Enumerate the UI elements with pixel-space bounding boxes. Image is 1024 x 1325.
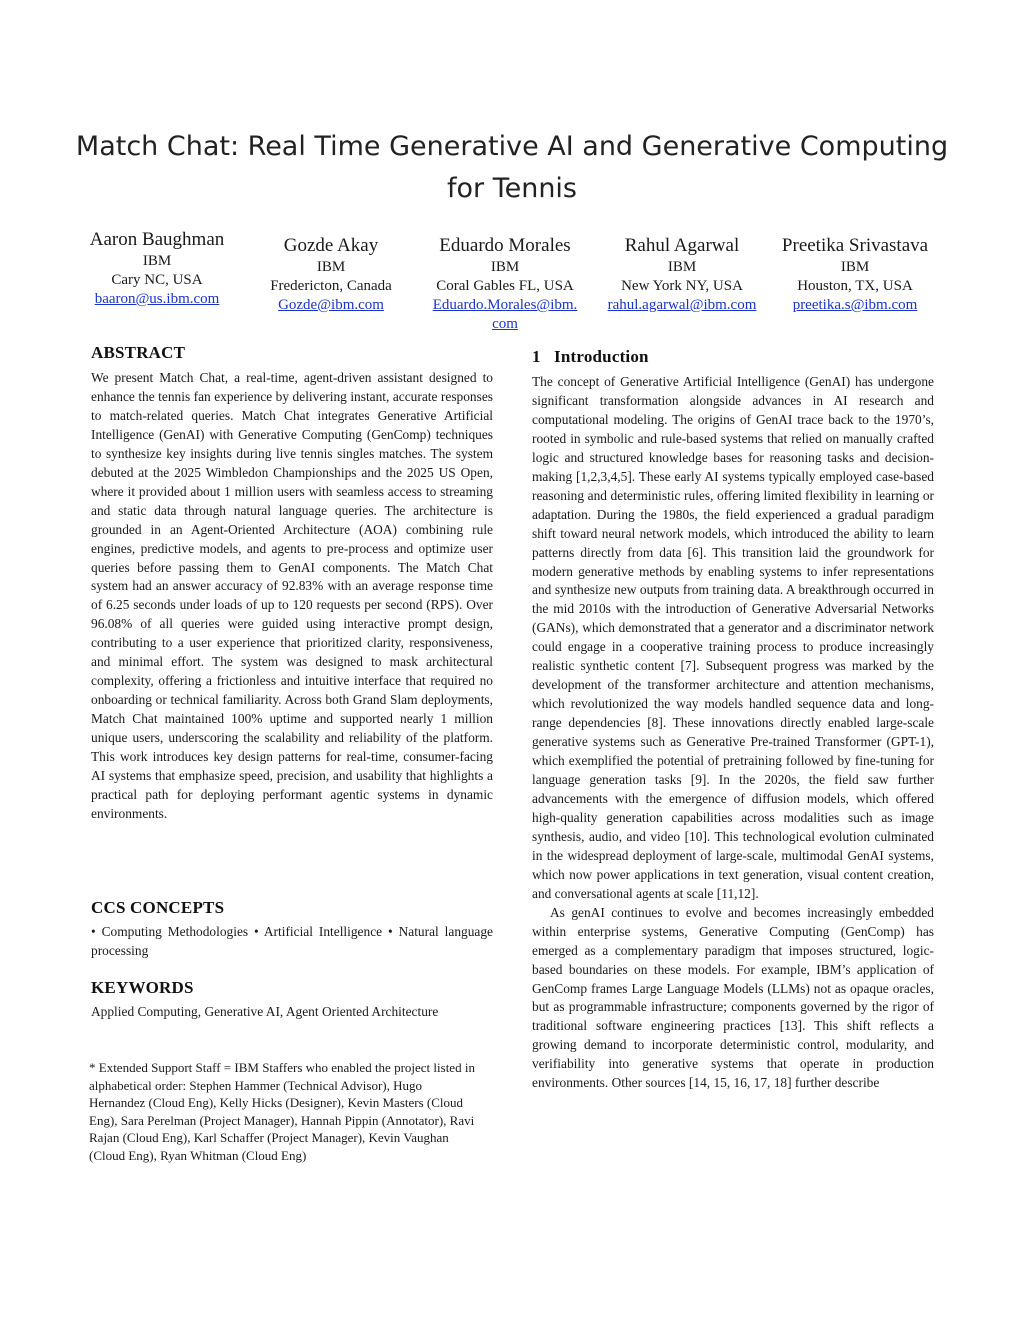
author-block [597, 234, 767, 315]
ccs-section [91, 898, 493, 961]
author-name: Rahul Agarwal [624, 235, 740, 256]
abstract-heading: ABSTRACT [91, 343, 186, 362]
author-email-link[interactable]: baaron@us.ibm.com [94, 291, 220, 307]
author-email-link[interactable]: Eduardo.Morales@ibm.com [432, 297, 578, 332]
author-name: Preetika Srivastava [781, 235, 929, 256]
author-affiliation: IBM [490, 259, 520, 275]
introduction-paragraph: As genAI continues to evolve and becomes increasingly embedded within enterprise systems, Generative Computing (GenComp) has emerged as a complementary paradigm that imposes structured, logic-based boundaries on these models. For example, IBM’s application of GenComp frames Large Language Models (LLMs) not as opaque oracles, but as programmable infrastructure; components governed by the rigor of traditional software engineering practices [13]. This shift reflects a growing demand to incorporate deterministic control, modularity, and verifiability into generative systems that operate in production environments. Other sources [14, 15, 16, 17, 18] further describe [532, 904, 934, 1091]
keywords-text: Applied Computing, Generative AI, Agent Oriented Architecture [91, 1004, 439, 1019]
author-email-link[interactable]: preetika.s@ibm.com [792, 297, 918, 313]
author-block [72, 228, 242, 309]
author-block [770, 234, 940, 315]
author-location: Fredericton, Canada [270, 278, 392, 294]
author-name: Gozde Akay [283, 235, 379, 256]
title-line-2: for Tennis [446, 173, 578, 204]
abstract-text: We present Match Chat, a real-time, agent-driven assistant designed to enhance the tennis fan experience by delivering instant, accurate responses to match-related queries. Match Chat integrates Generative Artificial Intelligence (GenAI) with Generative Computing (GenComp) techniques to synthesize key insights during live tennis singles matches. The system debuted at the 2025 Wimbledon Championships and the 2025 US Open, where it provided about 1 million users with seamless access to streaming and static data through natural language queries. The architecture is grounded in an Agent-Oriented Architecture (AOA) combining rule engines, predictive models, and agents to pre-process and optimize user queries before passing them to GenAI components. The Match Chat system had an answer accuracy of 92.83% with an average response time of 6.25 seconds under loads of up to 120 requests per second (RPS). Over 96.08% of all queries were guided using interactive prompt design, contributing to a user experience that prioritized clarity, responsiveness, and minimal effort. The system was designed to mask architectural complexity, offering a frictionless and intuitive interface that required no onboarding or technical familiarity. Across both Grand Slam deployments, Match Chat maintained 100% uptime and supported nearly 1 million unique users, underscoring the scalability and reliability of the platform. This work introduces key design patterns for real-time, consumer-facing AI systems that emphasize speed, precision, and usability that highlights a practical path for deploying performant agentic systems in dynamic environments. [91, 370, 493, 821]
ccs-text: • Computing Methodologies • Artificial Intelligence • Natural language processing [91, 924, 493, 958]
author-name: Eduardo Morales [439, 235, 571, 256]
author-location: Cary NC, USA [111, 272, 203, 288]
author-affiliation: IBM [142, 253, 172, 269]
paper-title [60, 126, 964, 210]
keywords-section [91, 978, 493, 1022]
author-location: Coral Gables FL, USA [436, 278, 574, 294]
author-location: New York NY, USA [621, 278, 743, 294]
introduction-section [532, 347, 934, 1093]
author-affiliation: IBM [667, 259, 697, 275]
introduction-heading: 1 Introduction [532, 347, 649, 366]
ccs-heading: CCS CONCEPTS [91, 898, 225, 917]
author-block [421, 234, 589, 334]
author-location: Houston, TX, USA [797, 278, 913, 294]
author-affiliation: IBM [840, 259, 870, 275]
author-name: Aaron Baughman [89, 229, 225, 250]
abstract-section [91, 343, 493, 824]
author-email-link[interactable]: rahul.agarwal@ibm.com [607, 297, 757, 313]
author-block [246, 234, 416, 315]
introduction-paragraph: The concept of Generative Artificial Intelligence (GenAI) has undergone significant transformation alongside advances in AI research and computational modeling. The origins of GenAI trace back to the 1970’s, rooted in symbolic and rule-based systems that relied on manually crafted logic and structured knowledge bases for reasoning tasks and decision-making [1,2,3,4,5]. These early AI systems typically employed case-based reasoning and deterministic rules, offering limited flexibility in learning or adaptation. During the 1980s, the field experienced a gradual paradigm shift toward neural network models, which introduced the ability to learn patterns directly from data [6]. This transition laid the groundwork for modern generative methods by enabling systems to infer representations and synthesize new outputs from training data. A breakthrough occurred in the mid 2010s with the introduction of Generative Adversarial Networks (GANs), which demonstrated that a generator and a discriminator network could engage in a cooperative training process to produce increasingly realistic synthetic content [7]. Subsequent progress was marked by the development of the transformer architecture and attention mechanisms, which revolutionized the way models handled sequence data and long-range dependencies [8]. These innovations directly enabled large-scale generative systems such as Generative Pre-trained Transformer (GPT-1), which exemplified the potential of pretraining followed by fine-tuning for language generation tasks [9]. In the 2020s, the field saw further advancements with the emergence of diffusion models, which offered high-quality generation capabilities across modalities such as image synthesis, audio, and video [10]. This technological evolution culminated in the widespread deployment of large-scale, multimodal GenAI systems, which now power applications in text generation, visual content creation, and conversational agents at scale [11,12]. [532, 374, 934, 901]
title-line-1: Match Chat: Real Time Generative AI and Generative Computing [75, 131, 949, 162]
footnote: * Extended Support Staff = IBM Staffers who enabled the project listed in alphabetical order: Stephen Hammer (Technical Advisor), Hugo Hernandez (Cloud Eng), Kelly Hicks (Designer), Kevin Masters (Cloud Eng), Sara Perelman (Project Manager), Hannah Pippin (Annotator), Ravi Rajan (Cloud Eng), Karl Schaffer (Project Manager), Kevin Vaughan (Cloud Eng), Ryan Whitman (Cloud Eng) [89, 1060, 475, 1163]
author-affiliation: IBM [316, 259, 346, 275]
keywords-heading: KEYWORDS [91, 978, 194, 997]
author-email-link[interactable]: Gozde@ibm.com [278, 297, 384, 313]
